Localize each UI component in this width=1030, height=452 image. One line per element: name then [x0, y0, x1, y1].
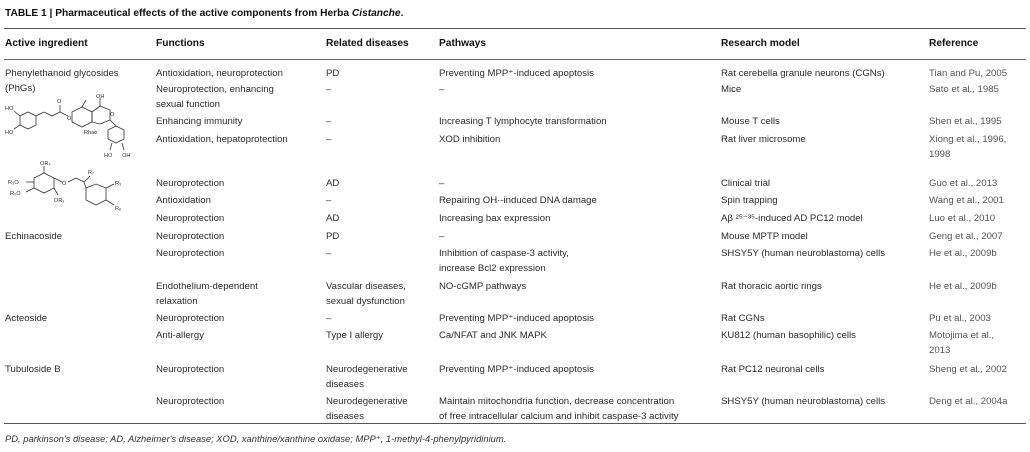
caption-species: Cistanche — [351, 8, 401, 19]
cell-pathways: – — [439, 231, 445, 242]
cell-functions: Neuroprotection — [156, 313, 225, 324]
cell-related-diseases: Neurodegenerative diseases — [326, 396, 408, 423]
cell-research-model: SHSY5Y (human neuroblastoma) cells — [721, 248, 886, 259]
cell-related-diseases: – — [326, 84, 332, 95]
cell-related-diseases: Neurodegenerative diseases — [326, 364, 408, 391]
cell-functions: Antioxidation, neuroprotection — [156, 68, 283, 79]
phgs-label-oh-1: OH — [96, 94, 105, 100]
cell-reference: Motojima et al., 2013 — [929, 330, 995, 357]
cell-research-model: SHSY5Y (human neuroblastoma) cells — [721, 396, 886, 407]
cell-research-model: Rat cerebella granule neurons (CGNs) — [721, 68, 885, 79]
struct2-label-r5: R₅ — [115, 181, 122, 187]
cell-research-model: Mice — [721, 84, 742, 95]
table-bottom-rule — [4, 423, 1026, 424]
cell-active-ingredient: Echinacoside — [5, 231, 63, 242]
cell-active-ingredient: Acteoside — [5, 313, 48, 324]
cell-active-ingredient: Phenylethanoid glycosides (PhGs) — [5, 68, 119, 95]
cell-functions: Neuroprotection — [156, 178, 225, 189]
cell-pathways: Increasing bax expression — [439, 213, 551, 224]
cell-functions: Neuroprotection, enhancing sexual function — [156, 84, 274, 111]
cell-active-ingredient: Tubuloside B — [5, 364, 61, 375]
cell-pathways: Inhibition of caspase-3 activity, increase Bcl2 expression — [439, 248, 569, 275]
cell-related-diseases: – — [326, 195, 332, 206]
cell-functions: Neuroprotection — [156, 364, 225, 375]
cell-research-model: Spin trapping — [721, 195, 778, 206]
cell-related-diseases: AD — [326, 178, 340, 189]
cell-pathways: Preventing MPP⁺-induced apoptosis — [439, 68, 594, 79]
cell-functions: Neuroprotection — [156, 231, 225, 242]
cell-pathways: Maintain mitochondria function, decrease concentration of free intracellular calcium and inhibit caspase-3 activity — [439, 396, 679, 423]
struct2-label-o: O — [62, 181, 67, 187]
header-pathways: Pathways — [439, 38, 486, 49]
cell-functions: Antioxidation, hepatoprotection — [156, 134, 288, 145]
general-structure-image — [4, 160, 152, 226]
phgs-label-o-1: O — [57, 99, 62, 105]
cell-pathways: Preventing MPP⁺-induced apoptosis — [439, 364, 594, 375]
cell-reference: Tian and Pu, 2005 — [929, 68, 1008, 79]
cell-reference: Sato et al., 1985 — [929, 84, 999, 95]
cell-reference: Xiong et al., 1996, 1998 — [929, 134, 1007, 161]
cell-pathways: Preventing MPP⁺-induced apoptosis — [439, 313, 594, 324]
phgs-label-ho-2: HO — [5, 130, 14, 136]
struct2-label-or1: OR₁ — [54, 198, 65, 204]
cell-reference: Pu et al., 2003 — [929, 313, 991, 324]
cell-research-model: Rat liver microsome — [721, 134, 806, 145]
cell-research-model: Rat PC12 neuronal cells — [721, 364, 825, 375]
cell-research-model: Rat thoracic aortic rings — [721, 281, 822, 292]
phgs-label-ho-1: HO — [5, 106, 14, 112]
table-top-rule — [4, 28, 1026, 29]
struct2-label-r3o: R₃O — [8, 180, 19, 186]
cell-related-diseases: – — [326, 134, 332, 145]
cell-pathways: – — [439, 178, 445, 189]
struct2-label-r2o: R₂O — [10, 191, 21, 197]
cell-reference: Sheng et al., 2002 — [929, 364, 1007, 375]
cell-reference: Shen et al., 1995 — [929, 116, 1002, 127]
cell-functions: Endothelium-dependent relaxation — [156, 281, 258, 308]
cell-related-diseases: – — [326, 116, 332, 127]
struct2-label-r6: R₆ — [115, 206, 122, 212]
cell-research-model: Rat CGNs — [721, 313, 765, 324]
struct2-label-or4: OR₄ — [40, 161, 51, 167]
cell-functions: Neuroprotection — [156, 248, 225, 259]
cell-research-model: Aβ ²⁵⁻³⁵-induced AD PC12 model — [721, 213, 863, 224]
cell-related-diseases: Vascular diseases, sexual dysfunction — [326, 281, 406, 308]
caption-suffix: . — [400, 8, 404, 19]
cell-research-model: Mouse T cells — [721, 116, 780, 127]
cell-reference: Luo et al., 2010 — [929, 213, 996, 224]
cell-reference: Deng et al., 2004a — [929, 396, 1008, 407]
cell-functions: Enhancing immunity — [156, 116, 243, 127]
cell-pathways: XOD inhibition — [439, 134, 501, 145]
cell-pathways: NO-cGMP pathways — [439, 281, 527, 292]
cell-research-model: Mouse MPTP model — [721, 231, 808, 242]
cell-related-diseases: AD — [326, 213, 340, 224]
cell-related-diseases: – — [326, 313, 332, 324]
cell-related-diseases: PD — [326, 231, 340, 242]
cell-pathways: Increasing T lymphocyte transformation — [439, 116, 607, 127]
phgs-label-oh-2: OH — [122, 153, 131, 159]
cell-reference: He et al., 2009b — [929, 281, 997, 292]
cell-related-diseases: PD — [326, 68, 340, 79]
cell-related-diseases: – — [326, 248, 332, 259]
phgs-label-ho-3: HO — [104, 153, 113, 159]
header-functions: Functions — [156, 38, 205, 49]
cell-research-model: KU812 (human basophilic) cells — [721, 330, 856, 341]
cell-research-model: Clinical trial — [721, 178, 771, 189]
table-header-rule — [4, 59, 1026, 60]
table-footnote: PD, parkinson's disease; AD, Alzheimer's disease; XOD, xanthine/xanthine oxidase; MPP⁺, 1-methyl-4-phenylpyridinium. — [5, 433, 507, 444]
phgs-label-o-3: O — [110, 112, 115, 118]
cell-pathways: – — [439, 84, 445, 95]
header-active-ingredient: Active ingredient — [5, 38, 88, 49]
cell-reference: Geng et al., 2007 — [929, 231, 1003, 242]
cell-functions: Anti-allergy — [156, 330, 204, 341]
table-caption — [5, 8, 403, 19]
cell-functions: Neuroprotection — [156, 213, 225, 224]
phgs-label-rhao: Rhao — [84, 130, 98, 136]
header-related-diseases: Related diseases — [326, 38, 409, 49]
header-research-model: Research model — [721, 38, 800, 49]
struct2-label-r7: R₇ — [88, 170, 94, 176]
cell-pathways: Ca/NFAT and JNK MAPK — [439, 330, 547, 341]
cell-functions: Antioxidation — [156, 195, 211, 206]
phgs-structure-image — [4, 94, 152, 160]
phgs-label-o-2: O — [67, 116, 72, 122]
cell-pathways: Repairing OH·-induced DNA damage — [439, 195, 597, 206]
caption-prefix: TABLE 1 | Pharmaceutical effects of the active components from Herba — [5, 8, 352, 19]
cell-functions: Neuroprotection — [156, 396, 225, 407]
cell-reference: Wang et al., 2001 — [929, 195, 1004, 206]
cell-reference: He et al., 2009b — [929, 248, 997, 259]
header-reference: Reference — [929, 38, 979, 49]
cell-related-diseases: Type I allergy — [326, 330, 384, 341]
cell-reference: Guo et al., 2013 — [929, 178, 998, 189]
